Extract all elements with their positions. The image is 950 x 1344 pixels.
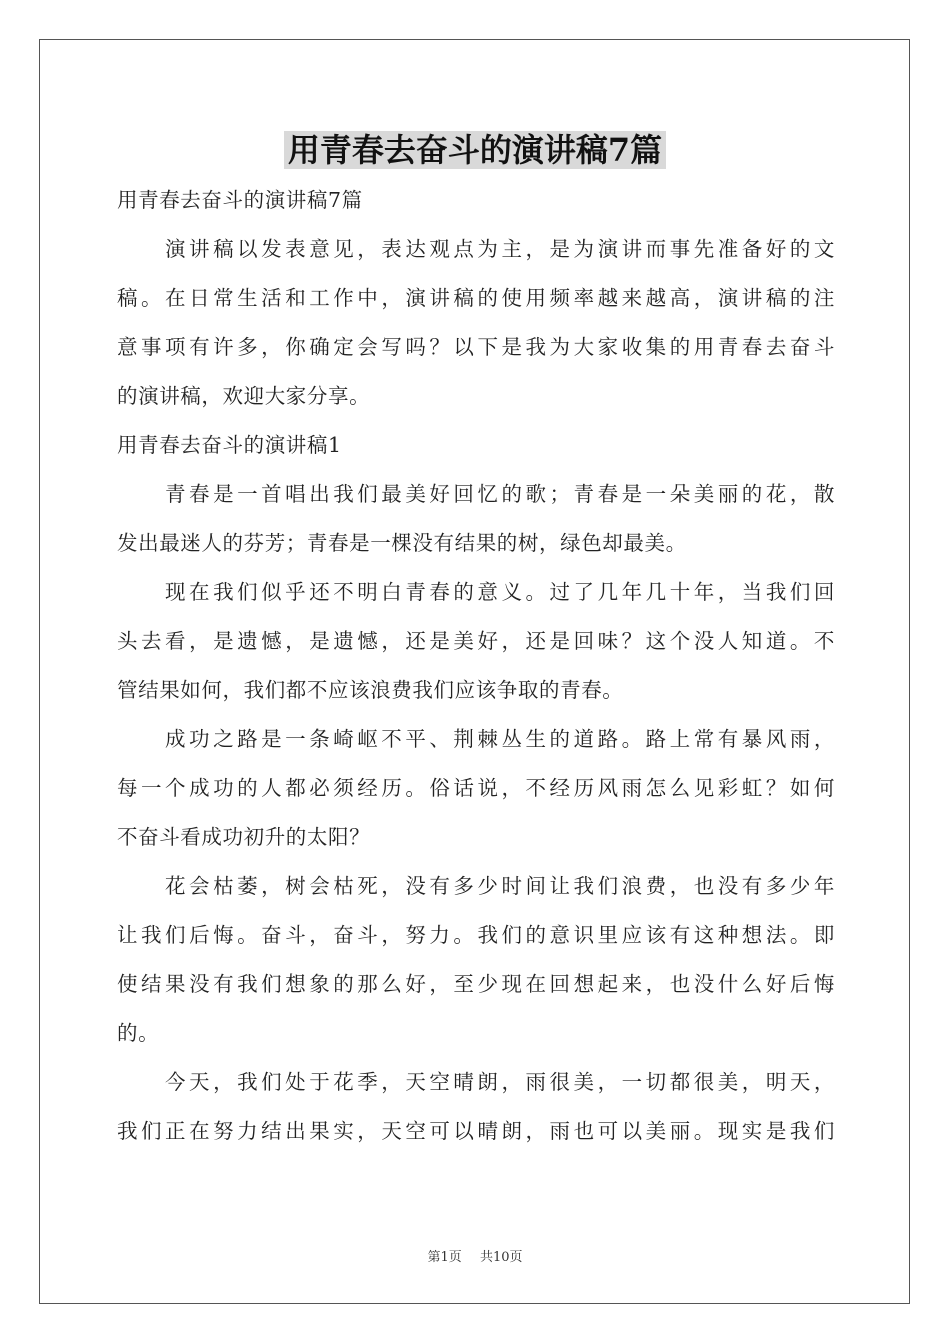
text-line: 发出最迷人的芬芳；青春是一棵没有结果的树，绿色却最美。 bbox=[117, 531, 687, 555]
text-line: 今天，我们处于花季，天空晴朗，雨很美，一切都很美，明天， bbox=[165, 1070, 835, 1094]
text-line: 意事项有许多，你确定会写吗？以下是我为大家收集的用青春去奋斗 bbox=[117, 335, 835, 359]
text-line: 使结果没有我们想象的那么好，至少现在回想起来，也没什么好后悔 bbox=[117, 972, 835, 996]
text-line: 成功之路是一条崎岖不平、荆棘丛生的道路。路上常有暴风雨， bbox=[165, 727, 835, 751]
text-line: 用青春去奋斗的演讲稿1 bbox=[117, 433, 342, 457]
text-line: 不奋斗看成功初升的太阳？ bbox=[117, 825, 371, 849]
document-title-text: 用青春去奋斗的演讲稿7篇 bbox=[284, 131, 666, 169]
text-line: 每一个成功的人都必须经历。俗话说，不经历风雨怎么见彩虹？如何 bbox=[117, 776, 835, 800]
document-title bbox=[0, 128, 950, 172]
page-number: 第1页 bbox=[427, 1250, 462, 1265]
text-line: 用青春去奋斗的演讲稿7篇 bbox=[117, 188, 363, 212]
text-line: 的演讲稿，欢迎大家分享。 bbox=[117, 384, 371, 408]
text-line: 头去看，是遗憾，是遗憾，还是美好，还是回味？这个没人知道。不 bbox=[117, 629, 835, 653]
document-body bbox=[117, 176, 835, 1156]
text-line: 演讲稿以发表意见，表达观点为主，是为演讲而事先准备好的文 bbox=[165, 237, 835, 261]
text-line: 青春是一首唱出我们最美好回忆的歌；青春是一朵美丽的花，散 bbox=[165, 482, 835, 506]
text-line: 花会枯萎，树会枯死，没有多少时间让我们浪费，也没有多少年 bbox=[165, 874, 835, 898]
text-line: 管结果如何，我们都不应该浪费我们应该争取的青春。 bbox=[117, 678, 624, 702]
page-footer bbox=[0, 1246, 950, 1265]
text-line: 稿。在日常生活和工作中，演讲稿的使用频率越来越高，演讲稿的注 bbox=[117, 286, 835, 310]
text-line: 现在我们似乎还不明白青春的意义。过了几年几十年，当我们回 bbox=[165, 580, 835, 604]
text-line: 让我们后悔。奋斗，奋斗，努力。我们的意识里应该有这种想法。即 bbox=[117, 923, 835, 947]
text-line: 的。 bbox=[117, 1021, 160, 1045]
text-line: 我们正在努力结出果实，天空可以晴朗，雨也可以美丽。现实是我们 bbox=[117, 1119, 835, 1143]
page-total: 共10页 bbox=[479, 1250, 523, 1265]
